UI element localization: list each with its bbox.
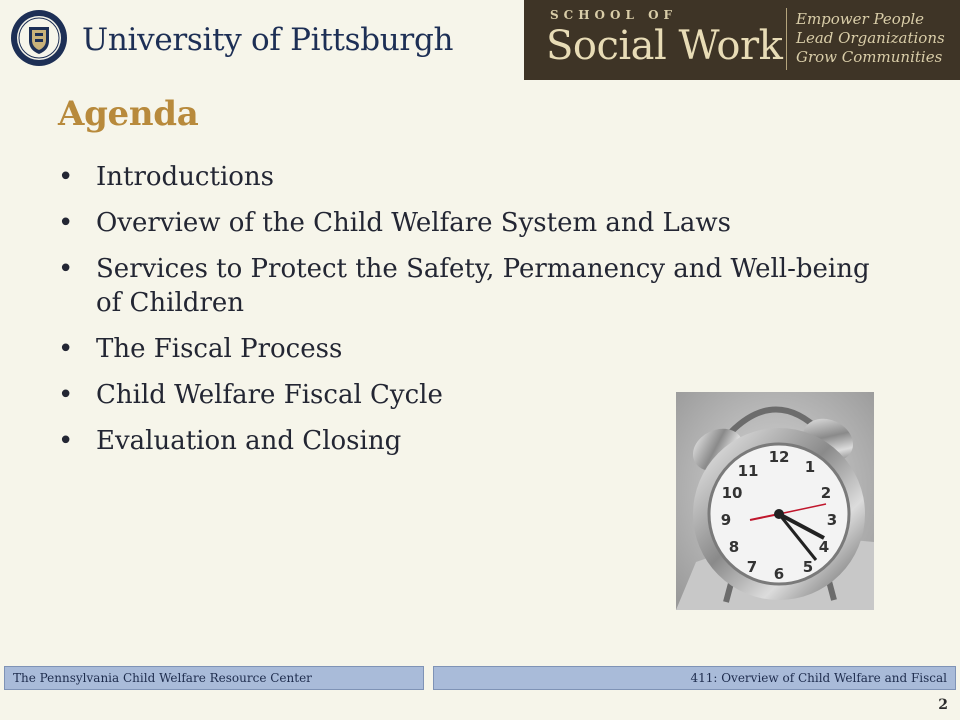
agenda-item [58, 160, 878, 194]
bullet: • [58, 208, 74, 238]
university-name: University of Pittsburgh [82, 22, 454, 58]
university-banner [0, 0, 524, 80]
bullet: • [58, 334, 74, 364]
agenda-item [58, 332, 878, 366]
svg-text:6: 6 [773, 565, 785, 583]
svg-text:11: 11 [737, 462, 759, 480]
tagline-2: Lead Organizations [796, 29, 945, 47]
agenda-item-text: Child Welfare Fiscal Cycle [96, 380, 443, 410]
slide-title: Agenda [58, 94, 199, 134]
svg-text:2: 2 [820, 484, 832, 502]
agenda-item [58, 252, 878, 320]
bullet: • [58, 380, 74, 410]
footer-course-title: 411: Overview of Child Welfare and Fiscal [690, 671, 947, 685]
svg-text:3: 3 [826, 511, 838, 529]
university-seal-icon [10, 9, 68, 67]
tagline-3: Grow Communities [796, 48, 943, 66]
svg-text:5: 5 [802, 558, 814, 576]
svg-text:1: 1 [804, 458, 816, 476]
svg-text:9: 9 [720, 511, 732, 529]
agenda-item-text: Introductions [96, 162, 275, 192]
page-number: 2 [938, 697, 948, 713]
school-name: Social Work [546, 23, 783, 69]
agenda-item [58, 206, 878, 240]
svg-text:7: 7 [746, 558, 758, 576]
svg-text:4: 4 [818, 538, 830, 556]
svg-text:8: 8 [728, 538, 740, 556]
agenda-item-text: Evaluation and Closing [96, 426, 402, 456]
slide-header [0, 0, 960, 80]
svg-text:10: 10 [721, 484, 743, 502]
footer-organization-bar [4, 666, 424, 690]
bullet: • [58, 426, 74, 456]
footer-course-bar [433, 666, 956, 690]
school-prefix: SCHOOL OF [550, 8, 678, 22]
alarm-clock-photo [676, 392, 874, 610]
agenda-item-text: Overview of the Child Welfare System and Laws [96, 208, 731, 238]
svg-text:12: 12 [768, 448, 790, 466]
agenda-item-text: The Fiscal Process [96, 334, 343, 364]
bullet: • [58, 162, 74, 192]
bullet: • [58, 254, 74, 284]
footer-organization: The Pennsylvania Child Welfare Resource Center [13, 671, 312, 685]
banner-divider [786, 8, 787, 70]
tagline-1: Empower People [796, 10, 925, 28]
agenda-item-text: Services to Protect the Safety, Permanency and Well-being of Children [96, 254, 870, 318]
